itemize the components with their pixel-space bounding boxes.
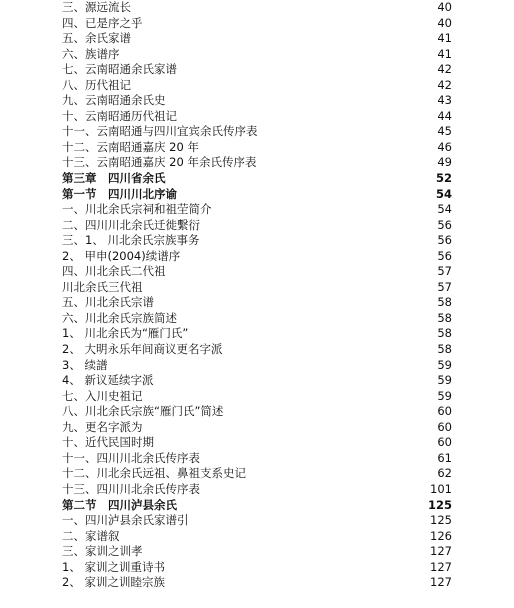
toc-entry-title: 1、 家训之训重诗书 (62, 559, 165, 574)
toc-page-number: 40 (437, 0, 452, 14)
toc-entry-title: 十、近代民国时期 (62, 435, 154, 450)
toc-page-number: 57 (437, 264, 452, 279)
toc-page-number: 60 (437, 404, 452, 419)
toc-page-number: 54 (437, 202, 452, 217)
toc-row (62, 435, 452, 451)
toc-entry-title: 九、云南昭通余氏史 (62, 93, 166, 108)
toc-row (62, 482, 452, 498)
toc-entry-title: 八、川北余氏宗族“雁门氏”简述 (62, 404, 224, 419)
toc-entry-title: 2、 家训之训睦宗族 (62, 575, 165, 590)
toc-page-number: 41 (437, 31, 452, 46)
toc-row (62, 109, 452, 125)
toc-row (62, 404, 452, 420)
toc-row (62, 466, 452, 482)
toc-row (62, 513, 452, 529)
toc-row (62, 326, 452, 342)
toc-row (62, 280, 452, 296)
toc-entry-title: 十、云南昭通历代祖记 (62, 108, 177, 123)
toc-page-number: 56 (437, 217, 452, 232)
toc-page-number: 45 (437, 124, 452, 139)
toc-heading-row (62, 498, 452, 514)
toc-row (62, 233, 452, 249)
toc-page-number: 43 (437, 93, 452, 108)
toc-row (62, 575, 452, 591)
toc-page-number: 42 (437, 77, 452, 92)
toc-entry-title: 九、更名字派为 (62, 419, 143, 434)
toc-entry-title: 第三章 四川省余氏 (62, 171, 166, 186)
toc-entry-title: 十二、云南昭通嘉庆 20 年 (62, 139, 199, 154)
toc-page-number: 61 (437, 450, 452, 465)
toc-page-number: 49 (437, 155, 452, 170)
toc-row (62, 140, 452, 156)
toc-page-number: 59 (437, 373, 452, 388)
toc-row (62, 16, 452, 32)
toc-page-number: 62 (437, 466, 452, 481)
toc-heading-row (62, 187, 452, 203)
toc-page-number: 54 (435, 186, 452, 201)
toc-entry-title: 七、云南昭通余氏家谱 (62, 62, 177, 77)
toc-entry-title: 八、历代祖记 (62, 77, 131, 92)
toc-entry-title: 十三、四川川北余氏传序表 (62, 481, 200, 496)
toc-entry-title: 二、家谱叙 (62, 528, 120, 543)
toc-page-number: 60 (437, 419, 452, 434)
toc-page-number: 56 (437, 233, 452, 248)
toc-row (62, 544, 452, 560)
toc-page-number: 44 (437, 108, 452, 123)
toc-page-number: 42 (437, 62, 452, 77)
toc-page-number: 127 (430, 559, 452, 574)
toc-row (62, 529, 452, 545)
toc-heading-row (62, 171, 452, 187)
toc-entry-title: 3、 续譜 (62, 357, 108, 372)
toc-entry-title: 1、 川北余氏为“雁门氏” (62, 326, 189, 341)
toc-row (62, 62, 452, 78)
toc-row (62, 218, 452, 234)
toc-row (62, 311, 452, 327)
toc-entry-title: 2、 甲申(2004)续谱序 (62, 248, 181, 263)
toc-entry-title: 五、余氏家谱 (62, 31, 131, 46)
toc-entry-title: 六、川北余氏宗族简述 (62, 310, 177, 325)
toc-entry-title: 五、川北余氏宗谱 (62, 295, 154, 310)
toc-row (62, 249, 452, 265)
toc-page-number: 59 (437, 388, 452, 403)
toc-page-number: 56 (437, 248, 452, 263)
toc-entry-title: 川北余氏三代祖 (62, 279, 143, 294)
toc-page-number: 41 (437, 46, 452, 61)
toc-page-number: 125 (430, 513, 452, 528)
toc-page-number: 46 (437, 139, 452, 154)
toc-row (62, 0, 452, 16)
toc-entry-title: 四、川北余氏二代祖 (62, 264, 166, 279)
toc-page-number: 52 (435, 171, 452, 186)
toc-row (62, 264, 452, 280)
toc-row (62, 420, 452, 436)
toc-row (62, 295, 452, 311)
toc-page-number: 58 (437, 342, 452, 357)
toc-page-number: 60 (437, 435, 452, 450)
toc-page-number: 125 (427, 497, 452, 512)
toc-row (62, 451, 452, 467)
toc-entry-title: 2、 大明永乐年间商议更名字派 (62, 342, 223, 357)
toc-entry-title: 十一、云南昭通与四川宜宾余氏传序表 (62, 124, 258, 139)
toc-page-number: 127 (430, 544, 452, 559)
toc-entry-title: 三、源远流长 (62, 0, 131, 14)
toc-row (62, 342, 452, 358)
toc-row (62, 31, 452, 47)
toc-entry-title: 三、1、 川北余氏宗族事务 (62, 233, 200, 248)
toc-row (62, 78, 452, 94)
toc-entry-title: 一、川北余氏宗祠和祖茔简介 (62, 202, 212, 217)
toc-row (62, 373, 452, 389)
toc-entry-title: 六、族谱序 (62, 46, 120, 61)
toc-page-number: 58 (437, 310, 452, 325)
toc-entry-title: 十二、川北余氏远祖、鼻祖支系史记 (62, 466, 246, 481)
toc-entry-title: 第二节 四川泸县余氏 (62, 497, 177, 512)
toc-row (62, 560, 452, 576)
toc-page-number: 126 (430, 528, 452, 543)
toc-page-number: 101 (430, 481, 452, 496)
toc-row (62, 389, 452, 405)
toc-row (62, 155, 452, 171)
toc-row (62, 93, 452, 109)
toc-row (62, 124, 452, 140)
toc-entry-title: 四、已是序之乎 (62, 15, 143, 30)
toc-page-number: 40 (437, 15, 452, 30)
toc-row (62, 358, 452, 374)
table-of-contents (62, 0, 452, 591)
toc-entry-title: 第一节 四川川北序谕 (62, 186, 177, 201)
toc-entry-title: 十一、四川川北余氏传序表 (62, 450, 200, 465)
toc-entry-title: 十三、云南昭通嘉庆 20 年余氏传序表 (62, 155, 257, 170)
toc-entry-title: 二、四川川北余氏迁徙繫衍 (62, 217, 200, 232)
toc-entry-title: 三、家训之训孝 (62, 544, 143, 559)
toc-entry-title: 一、四川泸县余氏家谱引 (62, 513, 189, 528)
toc-row (62, 47, 452, 63)
toc-page-number: 59 (437, 357, 452, 372)
toc-entry-title: 七、入川史祖记 (62, 388, 143, 403)
toc-entry-title: 4、 新议延续字派 (62, 373, 154, 388)
toc-row (62, 202, 452, 218)
toc-page-number: 127 (430, 575, 452, 590)
toc-page-number: 58 (437, 295, 452, 310)
toc-page-number: 58 (437, 326, 452, 341)
toc-page-number: 57 (437, 279, 452, 294)
